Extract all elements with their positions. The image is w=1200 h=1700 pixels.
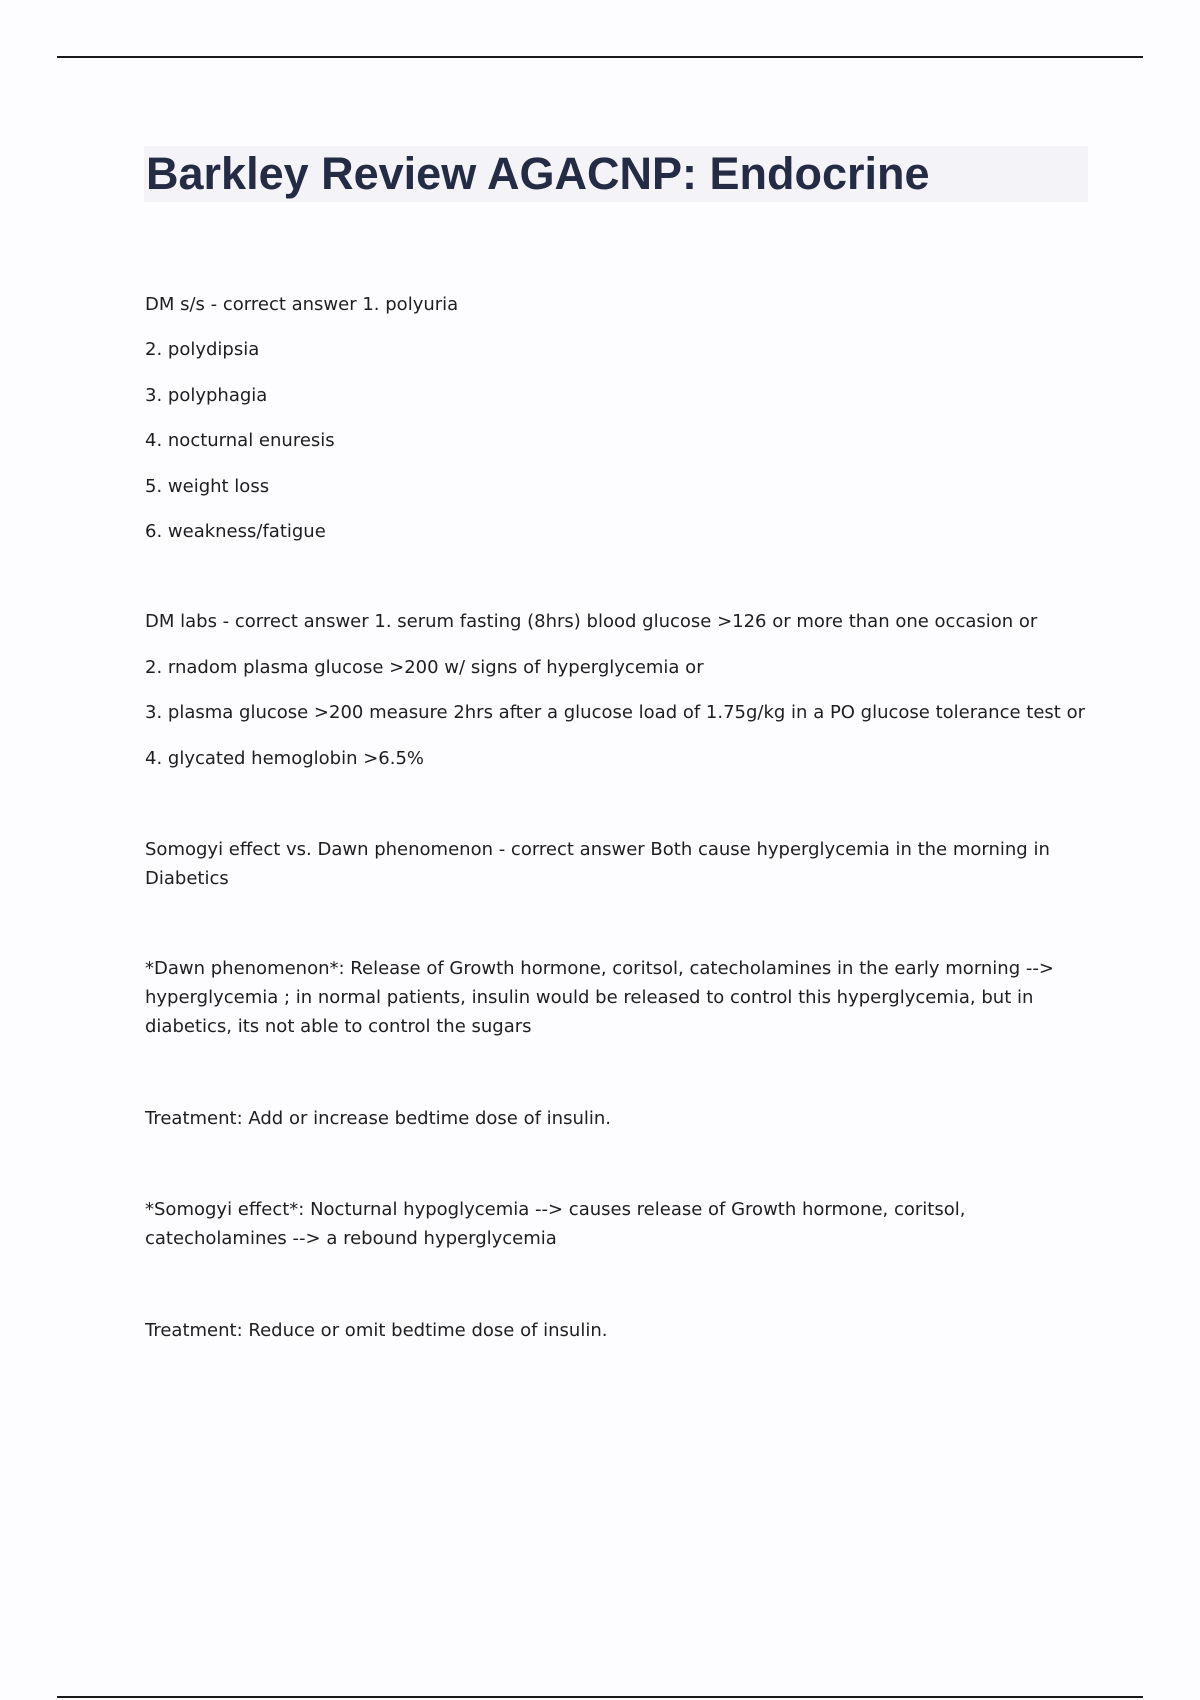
dm-ss-line-4: 4. nocturnal enuresis [145,430,335,451]
somogyi-effect-paragraph: *Somogyi effect*: Nocturnal hypoglycemia --> causes release of Growth hormone, coritsol, catecholamines --> a rebound hyperglycemia [145,1199,966,1249]
footer-rule [57,1696,1143,1698]
dm-ss-line-1: DM s/s - correct answer 1. polyuria [145,294,459,315]
dm-labs-line-3: 3. plasma glucose >200 measure 2hrs after a glucose load of 1.75g/kg in a PO glucose tolerance test or [145,702,1085,723]
somogyi-treatment-line: Treatment: Reduce or omit bedtime dose of insulin. [145,1320,608,1341]
dm-ss-line-5: 5. weight loss [145,476,270,497]
dm-ss-line-3: 3. polyphagia [145,385,268,406]
dm-ss-line-6: 6. weakness/fatigue [145,521,326,542]
dawn-phenomenon-paragraph: *Dawn phenomenon*: Release of Growth hormone, coritsol, catecholamines in the early morning --> hyperglycemia ; in normal patients, insulin would be released to control this hyperglycemia, but in diabetics, its not able to control the sugars [145,958,1054,1037]
header-rule [57,56,1143,58]
dm-labs-line-4: 4. glycated hemoglobin >6.5% [145,748,425,769]
somogyi-vs-dawn-paragraph: Somogyi effect vs. Dawn phenomenon - correct answer Both cause hyperglycemia in the morning in Diabetics [145,839,1050,889]
dm-ss-line-2: 2. polydipsia [145,339,260,360]
dm-labs-line-1: DM labs - correct answer 1. serum fasting (8hrs) blood glucose >126 or more than one occasion or [145,611,1038,632]
dm-labs-line-2: 2. rnadom plasma glucose >200 w/ signs of hyperglycemia or [145,657,704,678]
dawn-treatment-line: Treatment: Add or increase bedtime dose of insulin. [145,1108,611,1129]
page-title: Barkley Review AGACNP: Endocrine [146,148,930,199]
